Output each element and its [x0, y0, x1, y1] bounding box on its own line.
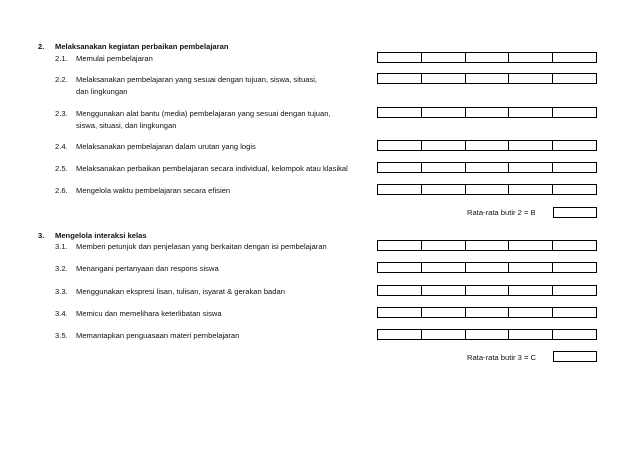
score-cell[interactable]	[509, 330, 553, 339]
item-2-3-score-grid[interactable]	[377, 107, 597, 118]
score-cell[interactable]	[553, 185, 596, 194]
item-2-2-text: Melaksanakan pembelajaran yang sesuai dengan tujuan, siswa, situasi,	[76, 75, 318, 84]
score-cell[interactable]	[378, 163, 422, 172]
section-2-average-label: Rata-rata butir 2 = B	[467, 208, 536, 217]
score-cell[interactable]	[422, 163, 466, 172]
score-cell[interactable]	[466, 53, 510, 62]
item-2-6-number: 2.6.	[55, 186, 68, 195]
item-2-4-number: 2.4.	[55, 142, 68, 151]
score-cell[interactable]	[509, 286, 553, 295]
section-3-average-label: Rata-rata butir 3 = C	[467, 353, 537, 362]
item-2-5-number: 2.5.	[55, 164, 68, 173]
item-3-3-number: 3.3.	[55, 287, 68, 296]
score-cell[interactable]	[466, 263, 510, 272]
item-3-2-text: Menangani pertanyaan dan respons siswa	[76, 264, 219, 273]
section-3-number: 3.	[38, 231, 45, 240]
score-cell[interactable]	[466, 286, 510, 295]
score-cell[interactable]	[422, 185, 466, 194]
item-3-1-text: Memberi petunjuk dan penjelasan yang berkaitan dengan isi pembelajaran	[76, 242, 327, 251]
score-cell[interactable]	[553, 241, 596, 250]
item-2-4-text: Melaksanakan pembelajaran dalam urutan yang logis	[76, 142, 256, 151]
score-cell[interactable]	[378, 241, 422, 250]
score-cell[interactable]	[422, 141, 466, 150]
item-3-5-text: Memantapkan penguasaan materi pembelajaran	[76, 331, 240, 340]
score-cell[interactable]	[553, 74, 596, 83]
score-cell[interactable]	[466, 308, 510, 317]
item-2-2-number: 2.2.	[55, 75, 68, 84]
item-2-5-score-grid[interactable]	[377, 162, 597, 173]
item-2-1-number: 2.1.	[55, 54, 68, 63]
item-3-4-score-grid[interactable]	[377, 307, 597, 318]
score-cell[interactable]	[378, 286, 422, 295]
score-cell[interactable]	[422, 263, 466, 272]
score-cell[interactable]	[422, 286, 466, 295]
item-2-3-number: 2.3.	[55, 109, 68, 118]
section-2-number: 2.	[38, 42, 45, 51]
score-cell[interactable]	[509, 141, 553, 150]
score-cell[interactable]	[553, 163, 596, 172]
score-cell[interactable]	[509, 185, 553, 194]
score-cell[interactable]	[378, 185, 422, 194]
section-2-title: Melaksanakan kegiatan perbaikan pembelajaran	[55, 42, 229, 51]
score-cell[interactable]	[466, 141, 510, 150]
score-cell[interactable]	[378, 108, 422, 117]
score-cell[interactable]	[466, 330, 510, 339]
score-cell[interactable]	[553, 330, 596, 339]
score-cell[interactable]	[378, 330, 422, 339]
score-cell[interactable]	[466, 163, 510, 172]
score-cell[interactable]	[509, 308, 553, 317]
score-cell[interactable]	[378, 141, 422, 150]
score-cell[interactable]	[466, 108, 510, 117]
score-cell[interactable]	[553, 108, 596, 117]
score-cell[interactable]	[422, 308, 466, 317]
score-cell[interactable]	[509, 241, 553, 250]
item-3-4-text: Memicu dan memelihara keterlibatan siswa	[76, 309, 222, 318]
score-cell[interactable]	[378, 53, 422, 62]
section-3-title: Mengelola interaksi kelas	[55, 231, 147, 240]
score-cell[interactable]	[422, 108, 466, 117]
item-2-6-text: Mengelola waktu pembelajaran secara efisien	[76, 186, 231, 195]
item-2-1-text: Memulai pembelajaran	[76, 54, 153, 63]
item-2-2-score-grid[interactable]	[377, 73, 597, 84]
section-2-average-box[interactable]	[553, 207, 597, 218]
item-2-1-score-grid[interactable]	[377, 52, 597, 63]
score-cell[interactable]	[422, 53, 466, 62]
item-2-2-text-continued: dan lingkungan	[76, 87, 128, 96]
score-cell[interactable]	[422, 74, 466, 83]
score-cell[interactable]	[509, 263, 553, 272]
item-2-5-text: Melaksanakan perbaikan pembelajaran secara individual, kelompok atau klasikal	[76, 164, 348, 173]
score-cell[interactable]	[378, 308, 422, 317]
item-3-1-score-grid[interactable]	[377, 240, 597, 251]
item-2-6-score-grid[interactable]	[377, 184, 597, 195]
item-2-3-text-continued: siswa, situasi, dan lingkungan	[76, 121, 177, 130]
score-cell[interactable]	[466, 185, 510, 194]
score-cell[interactable]	[509, 163, 553, 172]
item-2-3-text: Menggunakan alat bantu (media) pembelajaran yang sesuai dengan tujuan,	[76, 109, 331, 118]
score-cell[interactable]	[553, 141, 596, 150]
score-cell[interactable]	[422, 241, 466, 250]
score-cell[interactable]	[553, 263, 596, 272]
score-cell[interactable]	[466, 241, 510, 250]
score-cell[interactable]	[553, 308, 596, 317]
item-3-3-text: Menggunakan ekspresi lisan, tulisan, isyarat & gerakan badan	[76, 287, 285, 296]
score-cell[interactable]	[466, 74, 510, 83]
item-3-2-score-grid[interactable]	[377, 262, 597, 273]
score-cell[interactable]	[422, 330, 466, 339]
item-2-4-score-grid[interactable]	[377, 140, 597, 151]
item-3-4-number: 3.4.	[55, 309, 68, 318]
score-cell[interactable]	[378, 263, 422, 272]
item-3-2-number: 3.2.	[55, 264, 68, 273]
item-3-5-score-grid[interactable]	[377, 329, 597, 340]
score-cell[interactable]	[509, 108, 553, 117]
item-3-1-number: 3.1.	[55, 242, 68, 251]
score-cell[interactable]	[509, 74, 553, 83]
score-cell[interactable]	[553, 53, 596, 62]
score-cell[interactable]	[378, 74, 422, 83]
score-cell[interactable]	[553, 286, 596, 295]
section-3-average-box[interactable]	[553, 351, 597, 362]
item-3-5-number: 3.5.	[55, 331, 68, 340]
item-3-3-score-grid[interactable]	[377, 285, 597, 296]
score-cell[interactable]	[509, 53, 553, 62]
